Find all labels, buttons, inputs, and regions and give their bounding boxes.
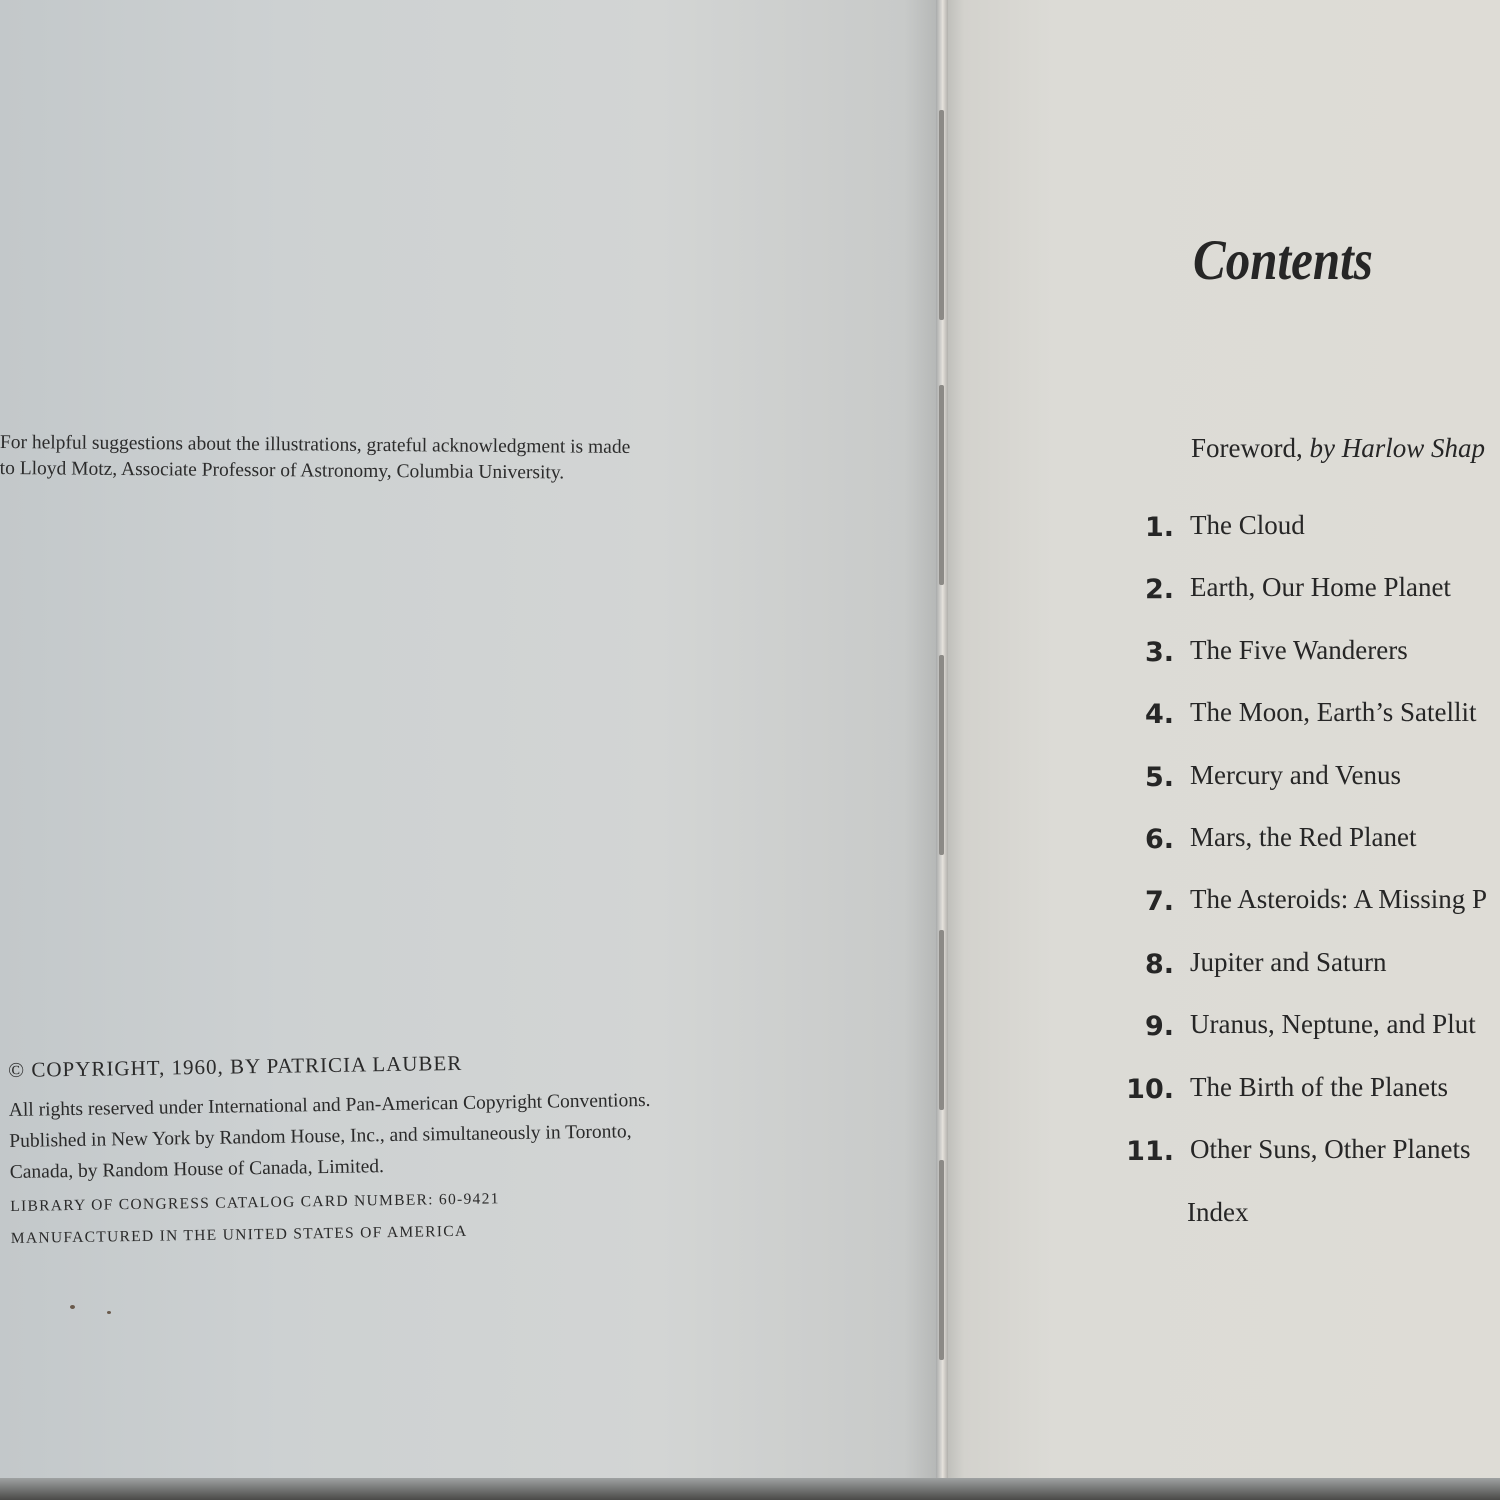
chapter-title: The Five Wanderers (1190, 634, 1408, 665)
chapter-entry (1110, 570, 1500, 632)
chapter-number: 9. (1144, 1011, 1174, 1043)
rights-line: All rights reserved under International and Pan-American Copyright Conventions. (8, 1089, 651, 1121)
chapter-entry (1110, 1070, 1500, 1132)
chapter-number: 11. (1126, 1135, 1174, 1167)
chapter-entry (1110, 1007, 1500, 1069)
foreword-label: Foreword, (1191, 433, 1310, 463)
chapter-entry (1110, 1132, 1500, 1194)
chapter-entry (1110, 508, 1500, 570)
acknowledgment-line: For helpful suggestions about the illustrations, grateful acknowledgment is made (0, 431, 631, 458)
chapter-number: 10. (1126, 1073, 1174, 1105)
chapter-entry (1110, 945, 1500, 1007)
paper-speck (107, 1311, 111, 1314)
book-bottom-edge (0, 1478, 1500, 1500)
chapter-number: 1. (1144, 512, 1174, 543)
chapter-title: The Asteroids: A Missing P (1190, 884, 1488, 915)
chapter-number: 8. (1144, 948, 1174, 980)
chapter-title: The Cloud (1190, 510, 1305, 540)
chapter-number: 2. (1144, 574, 1174, 606)
paper-speck (70, 1305, 75, 1309)
chapter-title: Mars, the Red Planet (1190, 821, 1417, 852)
chapter-title: Uranus, Neptune, and Plut (1190, 1009, 1476, 1040)
chapter-number: 5. (1144, 761, 1174, 793)
chapter-title: Jupiter and Saturn (1190, 946, 1387, 977)
acknowledgment-text (0, 430, 790, 488)
chapter-title: The Moon, Earth’s Satellit (1190, 697, 1477, 728)
binding-stitch (939, 1160, 944, 1360)
chapter-number: 3. (1144, 636, 1174, 668)
binding-stitch (939, 385, 944, 585)
catalog-number-line: LIBRARY OF CONGRESS CATALOG CARD NUMBER: 60-9421 (10, 1190, 500, 1215)
binding-stitch (939, 930, 944, 1110)
rights-line: Published in New York by Random House, Inc., and simultaneously in Toronto, (9, 1121, 632, 1152)
foreword-author: by Harlow Shap (1309, 433, 1485, 463)
chapter-title: Mercury and Venus (1190, 759, 1401, 790)
copyright-block (8, 1045, 811, 1262)
chapter-entry (1110, 758, 1500, 820)
binding-stitch (939, 110, 944, 320)
chapter-title: Other Suns, Other Planets (1190, 1133, 1471, 1164)
index-entry: Index (1187, 1197, 1249, 1227)
manufactured-line: MANUFACTURED IN THE UNITED STATES OF AMERICA (10, 1222, 468, 1247)
chapter-entry (1110, 695, 1500, 757)
chapter-entry (1110, 820, 1500, 882)
table-of-contents (1110, 508, 1500, 1194)
rights-line: Canada, by Random House of Canada, Limited. (9, 1156, 385, 1183)
chapter-number: 7. (1144, 886, 1174, 918)
foreword-entry (1191, 433, 1485, 464)
chapter-number: 4. (1144, 699, 1174, 731)
chapter-title: The Birth of the Planets (1190, 1071, 1448, 1102)
binding-stitch (939, 655, 944, 855)
chapter-entry (1110, 633, 1500, 695)
chapter-number: 6. (1144, 823, 1174, 855)
copyright-line: © COPYRIGHT, 1960, BY PATRICIA LAUBER (8, 1050, 463, 1082)
chapter-title: Earth, Our Home Planet (1190, 572, 1451, 603)
rights-statement (9, 1082, 810, 1188)
contents-title: Contents (1193, 229, 1373, 292)
chapter-entry (1110, 882, 1500, 944)
acknowledgment-line: to Lloyd Motz, Associate Professor of Astronomy, Columbia University. (0, 457, 565, 484)
